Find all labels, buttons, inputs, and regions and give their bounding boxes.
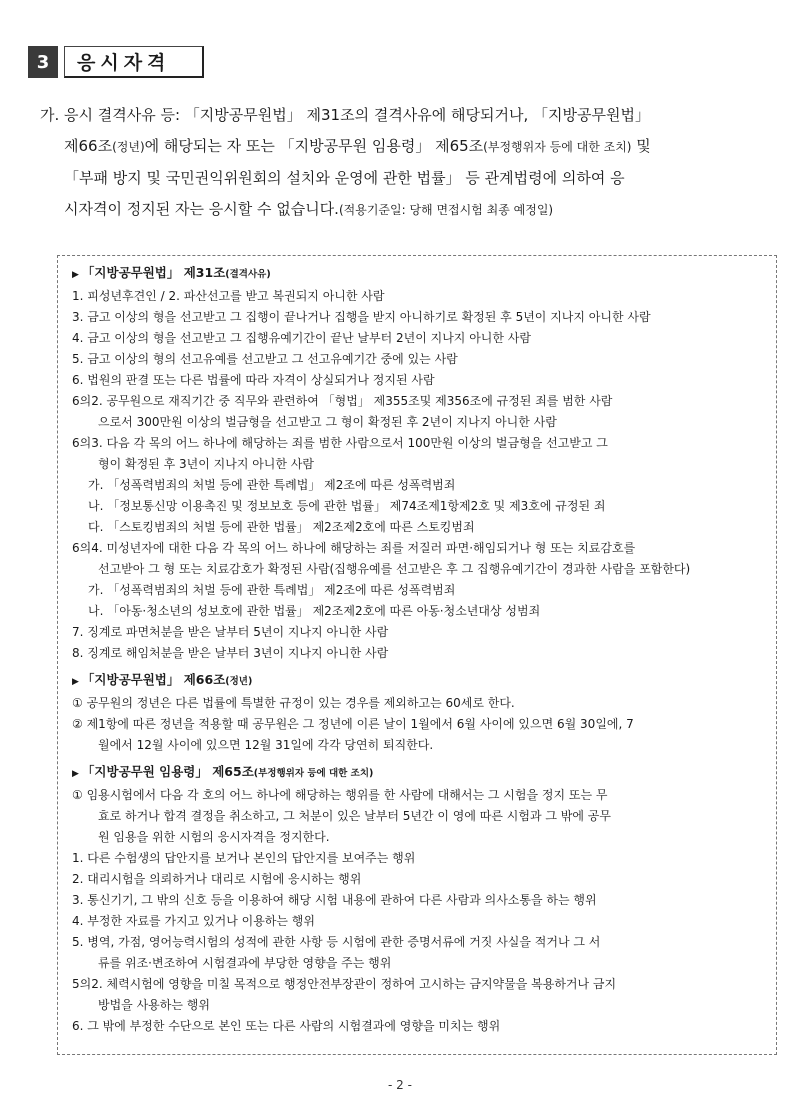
law2-heading: ▶ 「지방공무원법」 제66조(정년) bbox=[72, 672, 253, 687]
list-item: 가. 「성폭력범죄의 처벌 등에 관한 특례법」 제2조에 따른 성폭력범죄 bbox=[88, 583, 456, 597]
list-item: 형이 확정된 후 3년이 지나지 아니한 사람 bbox=[98, 457, 314, 471]
list-item: 4. 금고 이상의 형을 선고받고 그 집행유예기간이 끝난 날부터 2년이 지나지 아니한 사람 bbox=[72, 331, 531, 345]
list-item: 나. 「아동·청소년의 성보호에 관한 법률」 제2조제2호에 따른 아동·청소년대상 성범죄 bbox=[88, 604, 541, 618]
section-number: 3 bbox=[28, 46, 58, 78]
list-item: 6. 그 밖에 부정한 수단으로 본인 또는 다른 사람의 시험결과에 영향을 미치는 행위 bbox=[72, 1019, 501, 1033]
list-item: 가. 「성폭력범죄의 처벌 등에 관한 특례법」 제2조에 따른 성폭력범죄 bbox=[88, 478, 456, 492]
intro-line-3: 「부패 방지 및 국민권익위원회의 설치와 운영에 관한 법률」 등 관계법령에 의하여 응 bbox=[64, 169, 625, 187]
list-item: 7. 징계로 파면처분을 받은 날부터 5년이 지나지 아니한 사람 bbox=[72, 625, 389, 639]
law1-heading: ▶ 「지방공무원법」 제31조(결격사유) bbox=[72, 265, 271, 280]
list-item: 6의3. 다음 각 목의 어느 하나에 해당하는 죄를 범한 사람으로서 100만원 이상의 벌금형을 선고받고 그 bbox=[72, 436, 608, 450]
list-item: 4. 부정한 자료를 가지고 있거나 이용하는 행위 bbox=[72, 914, 315, 928]
list-item: 효로 하거나 합격 결정을 취소하고, 그 처분이 있은 날부터 5년간 이 영에 따른 시험과 그 밖에 공무 bbox=[98, 809, 611, 823]
list-item: 1. 피성년후견인 / 2. 파산선고를 받고 복권되지 아니한 사람 bbox=[72, 289, 385, 303]
section-title: 응시자격 bbox=[64, 46, 204, 78]
list-item: 6. 법원의 판결 또는 다른 법률에 따라 자격이 상실되거나 정지된 사람 bbox=[72, 373, 435, 387]
list-item: 5. 금고 이상의 형의 선고유예를 선고받고 그 선고유예기간 중에 있는 사람 bbox=[72, 352, 458, 366]
list-item: 나. 「정보통신망 이용촉진 및 정보보호 등에 관한 법률」 제74조제1항제2호 및 제3호에 규정된 죄 bbox=[88, 499, 606, 513]
list-item: ① 공무원의 정년은 다른 법률에 특별한 규정이 있는 경우를 제외하고는 60세로 한다. bbox=[72, 696, 515, 710]
list-item: 3. 통신기기, 그 밖의 신호 등을 이용하여 해당 시험 내용에 관하여 다른 사람과 의사소통을 하는 행위 bbox=[72, 893, 597, 907]
list-item: 방법을 사용하는 행위 bbox=[98, 998, 210, 1012]
triangle-bullet-icon: ▶ bbox=[72, 769, 79, 779]
law-excerpt-box bbox=[57, 255, 777, 1055]
intro-line-4: 시자격이 정지된 자는 응시할 수 없습니다.(적용기준일: 당해 면접시험 최종 예정일) bbox=[64, 200, 554, 218]
list-item: 원 임용을 위한 시험의 응시자격을 정지한다. bbox=[98, 830, 330, 844]
triangle-bullet-icon: ▶ bbox=[72, 270, 79, 280]
intro-bullet: 가. bbox=[40, 106, 60, 124]
list-item: 1. 다른 수험생의 답안지를 보거나 본인의 답안지를 보여주는 행위 bbox=[72, 851, 416, 865]
list-item: 류를 위조·변조하여 시험결과에 부당한 영향을 주는 행위 bbox=[98, 956, 392, 970]
list-item: 2. 대리시험을 의뢰하거나 대리로 시험에 응시하는 행위 bbox=[72, 872, 362, 886]
page-number: - 2 - bbox=[388, 1078, 412, 1092]
law3-heading: ▶ 「지방공무원 임용령」 제65조(부정행위자 등에 대한 조치) bbox=[72, 764, 374, 779]
list-item: 6의2. 공무원으로 재직기간 중 직무와 관련하여 「형법」 제355조및 제356조에 규정된 죄를 범한 사람 bbox=[72, 394, 613, 408]
list-item: 5의2. 체력시험에 영향을 미칠 목적으로 행정안전부장관이 정하여 고시하는 금지약물을 복용하거나 금지 bbox=[72, 977, 617, 991]
list-item: 월에서 12월 사이에 있으면 12월 31일에 각각 당연히 퇴직한다. bbox=[98, 738, 434, 752]
list-item: 3. 금고 이상의 형을 선고받고 그 집행이 끝나거나 집행을 받지 아니하기로 확정된 후 5년이 지나지 아니한 사람 bbox=[72, 310, 651, 324]
intro-line-2: 제66조(정년)에 해당되는 자 또는 「지방공무원 임용령」 제65조(부정행위자 등에 대한 조치) 및 bbox=[64, 137, 651, 155]
list-item: 8. 징계로 해임처분을 받은 날부터 3년이 지나지 아니한 사람 bbox=[72, 646, 389, 660]
list-item: 6의4. 미성년자에 대한 다음 각 목의 어느 하나에 해당하는 죄를 저질러 파면·해임되거나 형 또는 치료감호를 bbox=[72, 541, 636, 555]
list-item: 선고받아 그 형 또는 치료감호가 확정된 사람(집행유예를 선고받은 후 그 집행유예기간이 경과한 사람을 포함한다) bbox=[98, 562, 691, 576]
intro-line-1: 응시 결격사유 등: 「지방공무원법」 제31조의 결격사유에 해당되거나, 「지방공무원법」 bbox=[64, 106, 650, 124]
list-item: ② 제1항에 따른 정년을 적용할 때 공무원은 그 정년에 이른 날이 1월에서 6월 사이에 있으면 6월 30일에, 7 bbox=[72, 717, 634, 731]
intro-paragraph bbox=[40, 100, 780, 226]
triangle-bullet-icon: ▶ bbox=[72, 677, 79, 687]
list-item: 5. 병역, 가점, 영어능력시험의 성적에 관한 사항 등 시험에 관한 증명서류에 거짓 사실을 적거나 그 서 bbox=[72, 935, 601, 949]
list-item: 으로서 300만원 이상의 벌금형을 선고받고 그 형이 확정된 후 2년이 지나지 아니한 사람 bbox=[98, 415, 557, 429]
list-item: ① 임용시험에서 다음 각 호의 어느 하나에 해당하는 행위를 한 사람에 대해서는 그 시험을 정지 또는 무 bbox=[72, 788, 608, 802]
section-heading bbox=[28, 46, 204, 78]
list-item: 다. 「스토킹범죄의 처벌 등에 관한 법률」 제2조제2호에 따른 스토킹범죄 bbox=[88, 520, 475, 534]
